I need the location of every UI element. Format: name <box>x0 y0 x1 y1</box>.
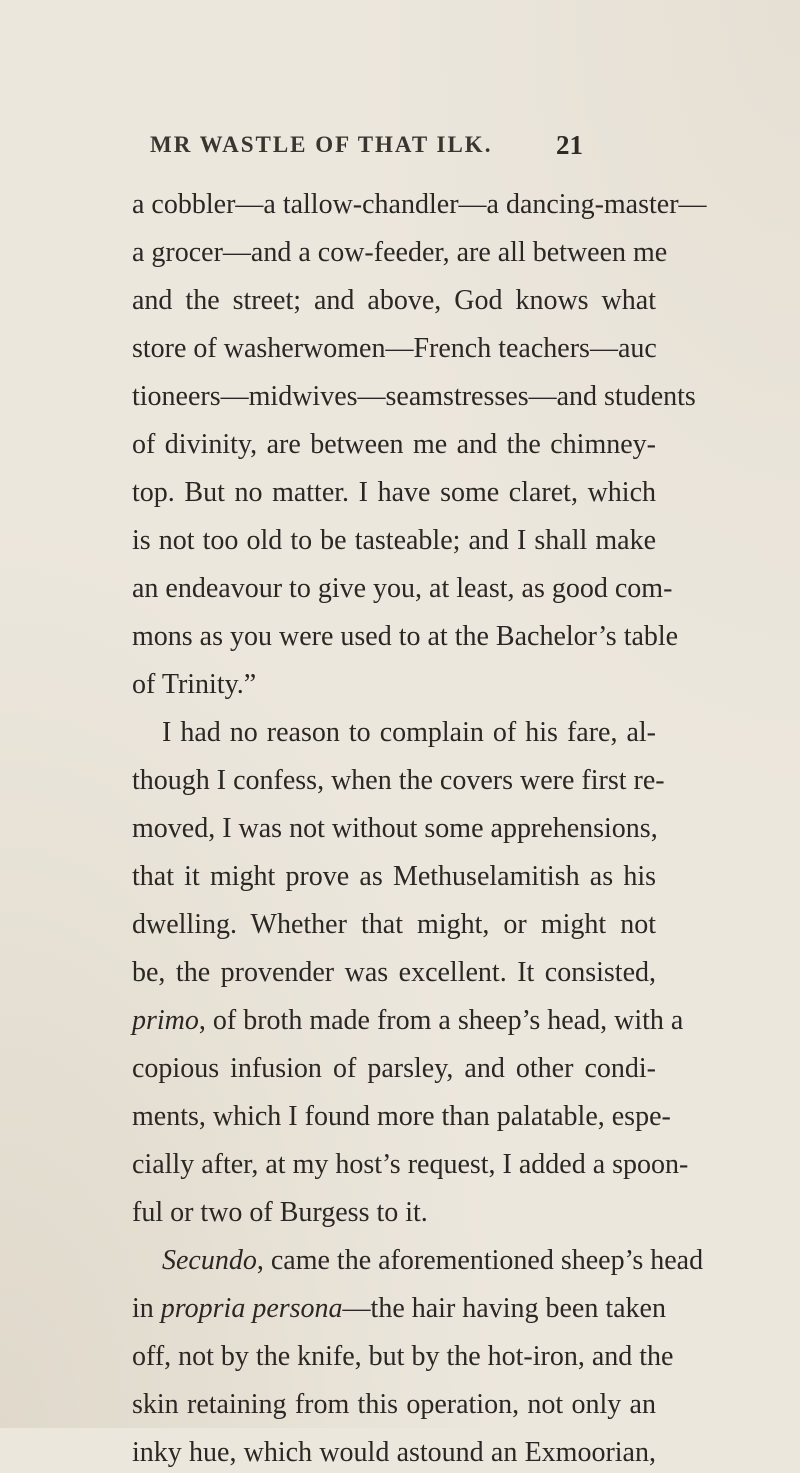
text-line: moved, I was not without some apprehensions, <box>132 813 658 844</box>
text-run: in <box>132 1293 161 1324</box>
italic-word: primo <box>132 1005 199 1036</box>
text-line: tioneers—midwives—seamstresses—and students <box>132 381 696 412</box>
text-line: of Trinity.” <box>132 669 257 700</box>
text-line: and the street; and above, God knows what <box>132 285 656 316</box>
text-line: skin retaining from this operation, not only an <box>132 1389 656 1420</box>
text-line: an endeavour to give you, at least, as good com- <box>132 573 673 604</box>
text-run: —the hair having been taken <box>342 1293 666 1324</box>
text-line: mons as you were used to at the Bachelor’s table <box>132 621 679 652</box>
text-line-mixed <box>162 1241 704 1281</box>
text-line: store of washerwomen—French teachers—auc <box>132 333 657 364</box>
text-line: inky hue, which would astound an Exmoorian, <box>132 1437 656 1468</box>
text-line: be, the provender was excellent. It consisted, <box>132 957 656 988</box>
page-header <box>0 132 800 172</box>
text-line: ful or two of Burgess to it. <box>132 1197 428 1228</box>
text-line: off, not by the knife, but by the hot-iron, and the <box>132 1341 674 1372</box>
text-line: a cobbler—a tallow-chandler—a dancing-master— <box>132 189 707 220</box>
text-run: , came the aforementioned sheep’s head <box>256 1245 704 1276</box>
text-line: that it might prove as Methuselamitish as his <box>132 861 656 892</box>
text-line-mixed <box>132 1289 666 1329</box>
running-head: MR WASTLE OF THAT ILK. <box>150 132 493 157</box>
text-line: a grocer—and a cow-feeder, are all between me <box>132 237 668 268</box>
text-line: top. But no matter. I have some claret, which <box>132 477 656 508</box>
text-line: cially after, at my host’s request, I added a spoon- <box>132 1149 689 1180</box>
page-number: 21 <box>556 130 583 160</box>
text-line: of divinity, are between me and the chimney- <box>132 429 656 460</box>
text-run: , of broth made from a sheep’s head, with a <box>198 1005 684 1036</box>
text-line: copious infusion of parsley, and other condi- <box>132 1053 656 1084</box>
text-line: ments, which I found more than palatable, espe- <box>132 1101 671 1132</box>
text-line: dwelling. Whether that might, or might not <box>132 909 656 940</box>
text-line: is not too old to be tasteable; and I shall make <box>132 525 656 556</box>
text-line-mixed <box>132 1001 684 1041</box>
italic-word: Secundo <box>162 1245 257 1276</box>
italic-phrase: propria persona <box>160 1293 343 1324</box>
text-line: I had no reason to complain of his fare, al- <box>162 717 656 748</box>
text-line: though I confess, when the covers were first re- <box>132 765 665 796</box>
